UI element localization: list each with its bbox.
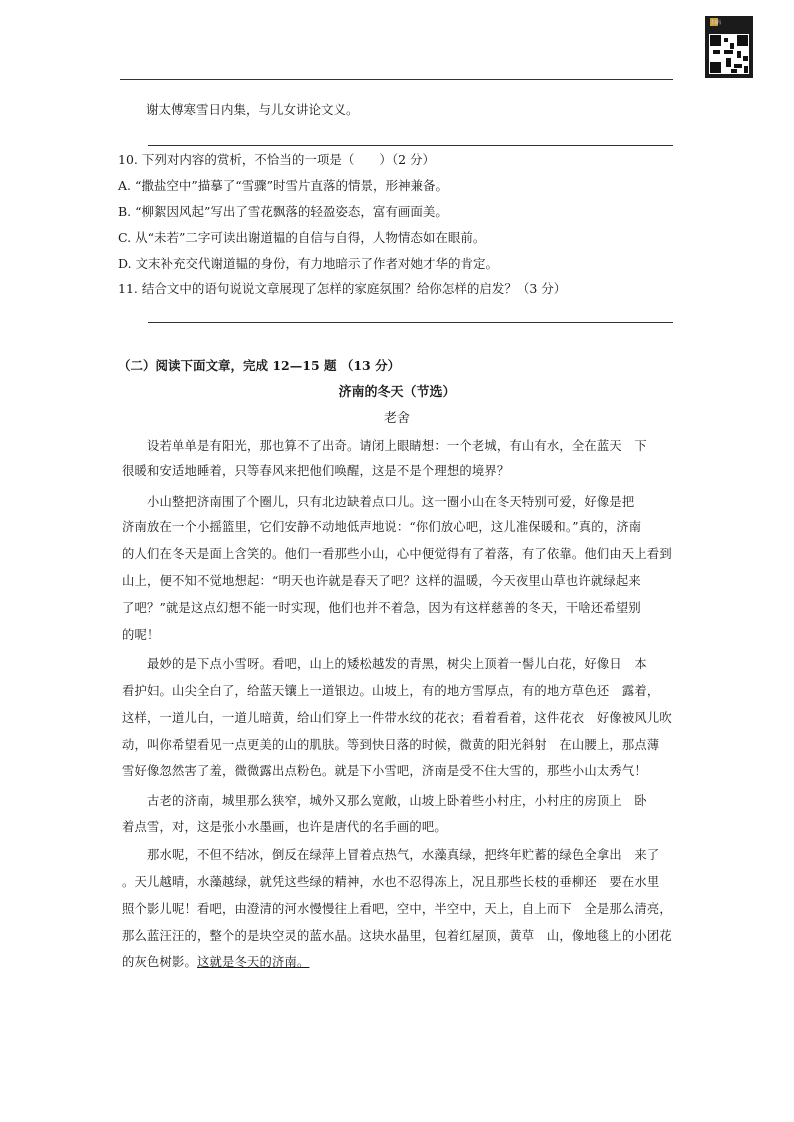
passage-line: 了吧？”就是这点幻想不能一时实现，他们也并不着急，因为有这样慈善的冬天，干啥还希望别 (122, 601, 641, 615)
answer-line (148, 145, 673, 146)
passage-line: 很暖和安适地睡着，只等春风来把他们唤醒，这是不是个理想的境界？ (122, 464, 510, 478)
passage-line: 设若单单是有阳光，那也算不了出奇。请闭上眼睛想：一个老城，有山有水，全在蓝天 下 (147, 439, 647, 453)
passage-line: 济南放在一个小摇篮里，它们安静不动地低声地说：“你们放心吧，这儿准保暖和。”真的，济南 (122, 520, 642, 534)
passage-line: 最妙的是下点小雪呀。看吧，山上的矮松越发的青黑，树尖上顶着一髻儿白花，好像日 本 (147, 657, 647, 671)
passage-line: 。天儿越晴，水藻越绿，就凭这些绿的精神，水也不忍得冻上，况且那些长枝的垂柳还 要在水里 (122, 875, 660, 889)
passage-line: 山上，便不知不觉地想起：“明天也许就是春天了吧？这样的温暖，今天夜里山草也许就绿起来 (122, 574, 641, 588)
passage-line-last (122, 953, 309, 971)
question-11-stem: 11. 结合文中的语句说说文章展现了怎样的家庭氛围？给你怎样的启发？（3 分） (118, 281, 567, 296)
passage-line: 那水呢，不但不结冰，倒反在绿萍上冒着点热气，水藻真绿，把终年贮蓄的绿色全拿出 来了 (147, 848, 660, 862)
qr-code (705, 16, 753, 78)
question-10-option-d: D. 文末补充交代谢道韫的身份，有力地暗示了作者对她才华的肯定。 (118, 256, 499, 271)
answer-line (148, 322, 673, 323)
passage-line: 那么蓝汪汪的，整个的是块空灵的蓝水晶。这块水晶里，包着红屋顶，黄草 山，像地毯上的小团花 (122, 929, 672, 943)
question-10-stem: 10. 下列对内容的赏析，不恰当的一项是（ ）（2 分） (118, 152, 436, 167)
classical-sentence: 谢太傅寒雪日内集，与儿女讲论文义。 (146, 102, 359, 117)
passage-line: 古老的济南，城里那么狭窄，城外又那么宽敞，山坡上卧着些小村庄，小村庄的房顶上 卧 (147, 794, 647, 808)
section-heading: （二）阅读下面文章，完成 12—15 题 （13 分） (118, 358, 401, 373)
passage-title: 济南的冬天（节选） (338, 385, 456, 400)
passage-line: 着点雪，对，这是张小水墨画，也许是唐代的名手画的吧。 (122, 820, 447, 834)
passage-line: 照个影儿呢！看吧，由澄清的河水慢慢往上看吧，空中，半空中，天上，自上而下 全是那么清亮， (122, 902, 672, 916)
passage-line: 小山整把济南围了个圈儿，只有北边缺着点口儿。这一圈小山在冬天特别可爱，好像是把 (147, 495, 635, 509)
passage-line: 的呢！ (122, 628, 160, 642)
underlined-sentence: 这就是冬天的济南。 (196, 955, 310, 969)
question-10-option-b: B. “柳絮因风起”写出了雪花飘落的轻盈姿态，富有画面美。 (118, 204, 448, 219)
qr-label: 扫码 (711, 20, 722, 26)
passage-author: 老舍 (383, 411, 410, 426)
passage-line: 的人们在冬天是面上含笑的。他们一看那些小山，心中便觉得有了着落，有了依靠。他们由天上看到 (122, 547, 672, 561)
passage-line: 动，叫你希望看见一点更美的山的肌肤。等到快日落的时候，微黄的阳光斜射 在山腰上，那点薄 (122, 738, 660, 752)
question-10-option-a: A. “撒盐空中”描摹了“雪骤”时雪片直落的情景，形神兼备。 (118, 178, 449, 193)
passage-line: 雪好像忽然害了羞，微微露出点粉色。就是下小雪吧，济南是受不住大雪的，那些小山太秀气！ (122, 764, 647, 778)
passage-line: 这样，一道儿白，一道儿暗黄，给山们穿上一件带水纹的花衣；看着看着，这件花衣 好像被风儿吹 (122, 711, 672, 725)
passage-text: 的灰色树影。 (122, 955, 197, 969)
passage-line: 看护妇。山尖全白了，给蓝天镶上一道银边。山坡上，有的地方雪厚点，有的地方草色还 露着， (122, 684, 660, 698)
top-divider (120, 79, 673, 80)
qr-pattern (709, 34, 749, 74)
question-10-option-c: C. 从“未若”二字可读出谢道韫的自信与自得，人物情态如在眼前。 (118, 230, 486, 245)
